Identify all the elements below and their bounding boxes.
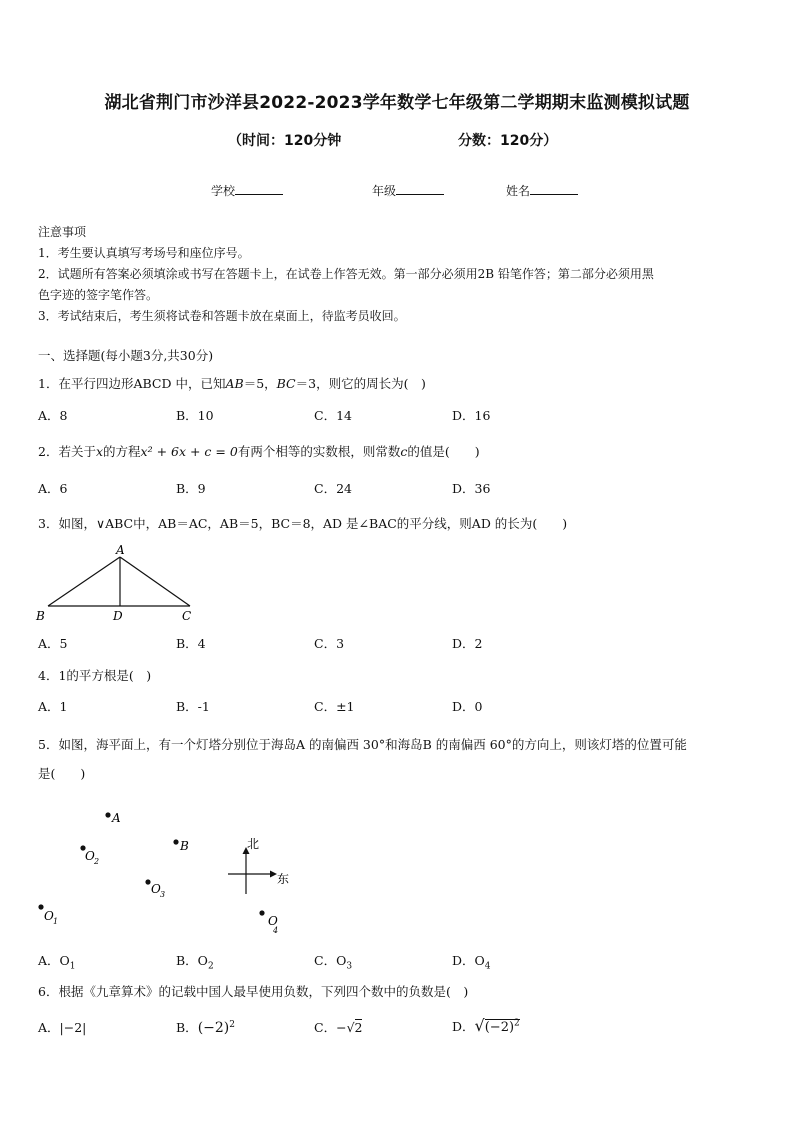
point-o3-subscript: 3 [160,890,166,899]
option-label: C． [314,1020,337,1035]
radicand-text: (−2) [484,1020,515,1035]
school-label: 学校 [211,184,236,198]
option-label: D．O [452,953,485,968]
note-item: 色字迹的签字笔作答。 [38,288,159,302]
option-subscript: 2 [207,961,214,972]
notes-heading: 注意事项 [38,225,87,239]
q5-option-c[interactable] [314,951,352,972]
q4-option-a[interactable]: A．1 [38,699,68,714]
exam-title: 湖北省荆门市沙洋县2022-2023学年数学七年级第二学期期末监测模拟试题 [104,93,690,113]
exam-time: （时间：120分钟 [228,133,342,149]
q6-option-a[interactable] [38,1018,86,1036]
option-math: − [336,1020,347,1035]
notes-section [38,222,758,327]
grade-blank [396,182,444,195]
option-superscript: 2 [514,1018,520,1029]
sqrt-icon: √ [346,1020,355,1035]
point-a-label: A [112,811,121,825]
question-1-stem [38,374,760,392]
point-o1-dot [38,904,43,909]
point-o3-dot [145,879,150,884]
q2-text: 有两个相等的实数根，则常数 [237,444,401,459]
grade-label: 年级 [372,184,397,198]
option-label: B． [176,1020,198,1035]
point-o4-subscript: 4 [273,926,279,935]
option-radicand: 2 [354,1020,363,1035]
point-o3-label: O [151,882,161,896]
option-subscript: 4 [484,961,491,972]
q1-text: ＝5， [243,376,277,391]
option-label: A．O [38,953,70,968]
option-label: B．O [176,953,208,968]
q4-option-b[interactable]: B．-1 [176,699,210,714]
q1-option-c[interactable]: C．14 [314,408,352,423]
grade-field [372,182,444,199]
point-o2-label: O [85,849,95,863]
option-subscript: 1 [69,961,76,972]
q4-option-c[interactable]: C．±1 [314,699,355,714]
note-item: 1．考生要认真填写考场号和座位序号。 [38,246,250,260]
q1-option-b[interactable]: B．10 [176,408,214,423]
q2-text: 2．若关于 [38,444,96,459]
q2-option-c[interactable]: C．24 [314,481,352,496]
lighthouse-figure [30,800,310,940]
school-field [211,182,283,199]
q2-equation: x² + 6x + c = 0 [140,444,238,459]
q2-math: x [95,444,104,459]
q1-option-a[interactable]: A．8 [38,408,68,423]
question-3-stem: 3．如图，∨ABC中，AB＝AC，AB＝5，BC＝8，AD 是∠BAC的平分线，则AD 的长为( ) [38,516,568,531]
q5-option-d[interactable] [452,951,491,972]
q1-math: BC [276,376,296,391]
q5-line-2: 是( ) [38,766,86,781]
question-5-stem [38,735,760,782]
option-label: A． [38,1020,60,1035]
q2-text: 的值是( ) [407,444,480,459]
point-a-dot [105,812,110,817]
point-o1-subscript: 1 [53,917,59,926]
option-radicand [485,1019,520,1035]
point-o4-label: O [268,914,278,928]
option-label: D． [452,1019,475,1034]
q2-option-d[interactable]: D．36 [452,481,491,496]
q6-option-b[interactable] [176,1018,235,1036]
option-math: (−2) [197,1020,230,1036]
vertex-label-c: C [182,609,192,623]
question-4-stem: 4．1的平方根是( ) [38,668,152,683]
name-field [506,182,578,199]
q1-option-d[interactable]: D．16 [452,408,491,423]
q5-option-b[interactable] [176,951,214,972]
option-subscript: 3 [346,961,353,972]
q3-option-d[interactable]: D．2 [452,636,483,651]
q2-text: 的方程 [103,444,141,459]
vertex-label-d: D [113,609,123,623]
q2-math: c [400,444,408,459]
sqrt-icon: √ [474,1016,485,1035]
point-o1-label: O [44,909,54,923]
name-label: 姓名 [506,184,531,198]
q1-text: ＝3，则它的周长为( ) [295,376,426,391]
q6-option-d[interactable] [452,1016,520,1035]
note-item: 3．考试结束后，考生须将试卷和答题卡放在桌面上，待监考员收回。 [38,309,406,323]
east-arrow-icon [270,871,277,878]
option-superscript: 2 [229,1019,235,1030]
q6-option-c[interactable] [314,1018,362,1036]
q4-option-d[interactable]: D．0 [452,699,483,714]
q2-option-a[interactable]: A．6 [38,481,68,496]
triangle-figure [30,540,210,628]
name-blank [530,182,578,195]
option-math: |−2| [59,1020,87,1035]
q5-line-1: 5．如图，海平面上，有一个灯塔分别位于海岛A 的南偏西 30°和海岛B 的南偏西 60°的方向上，则该灯塔的位置可能 [38,737,687,752]
option-label: C．O [314,953,347,968]
q3-option-c[interactable]: C．3 [314,636,345,651]
note-item: 2．试题所有答案必须填涂或书写在答题卡上，在试卷上作答无效。第一部分必须用2B 铅笔作答；第二部分必须用黑 [38,267,654,281]
exam-score: 分数：120分） [458,133,558,149]
question-6-stem: 6．根据《九章算术》的记载中国人最早使用负数，下列四个数中的负数是( ) [38,984,469,999]
q1-math: AB [225,376,244,391]
point-b-label: B [180,839,189,853]
q3-option-a[interactable]: A．5 [38,636,68,651]
north-label: 北 [247,837,260,851]
school-blank [235,182,283,195]
section-heading: 一、选择题(每小题3分,共30分) [38,348,214,363]
question-2-stem [38,442,760,460]
point-o2-subscript: 2 [94,857,100,866]
q5-option-a[interactable] [38,951,76,972]
vertex-label-b: B [36,609,45,623]
vertex-label-a: A [116,543,125,557]
point-o4-dot [259,910,264,915]
q1-text: 1．在平行四边形ABCD 中，已知 [38,376,226,391]
point-b-dot [173,839,178,844]
q2-option-b[interactable]: B．9 [176,481,206,496]
q3-option-b[interactable]: B．4 [176,636,206,651]
east-label: 东 [277,872,290,886]
